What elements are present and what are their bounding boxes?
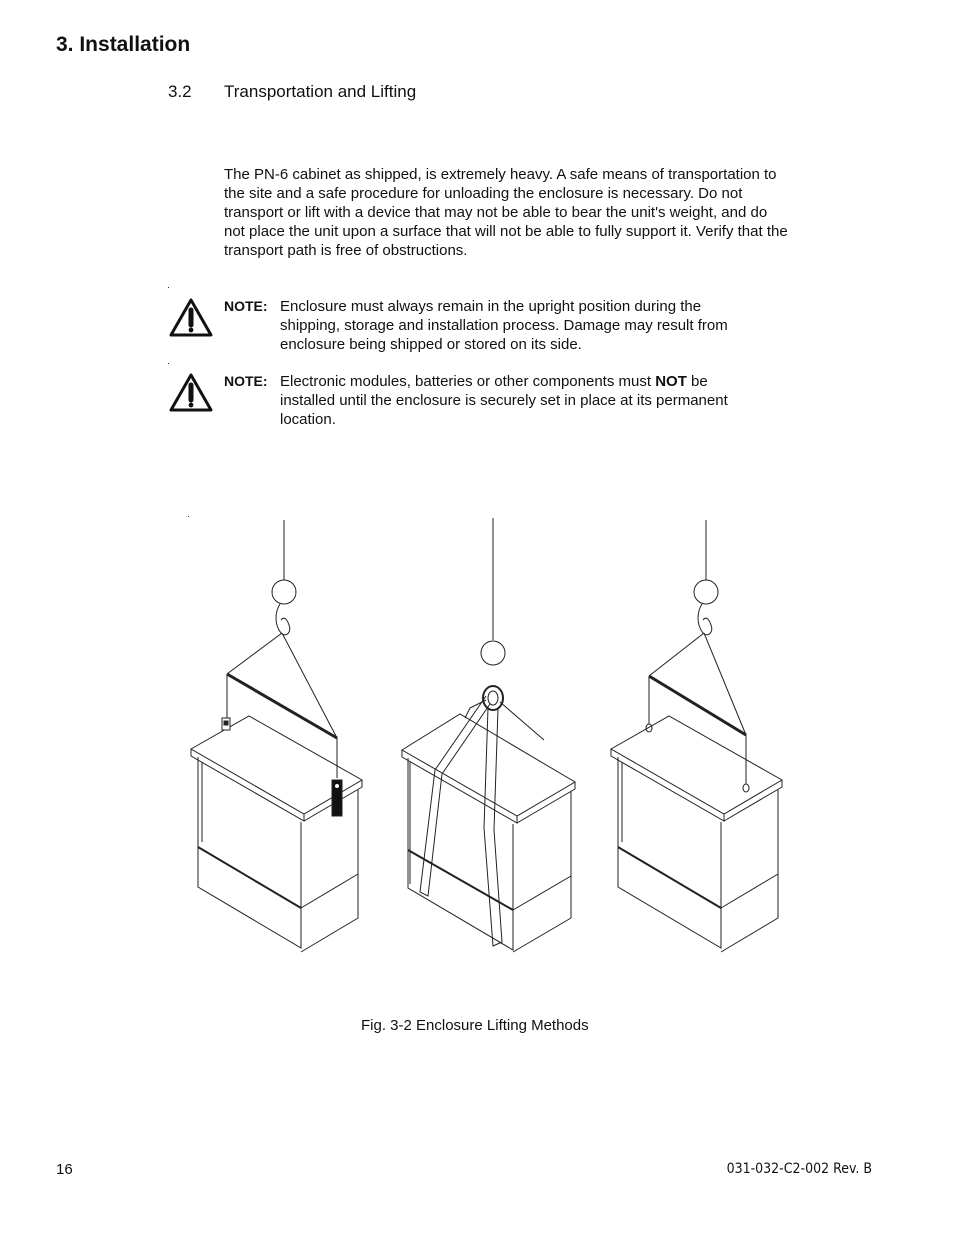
note-upright [168, 297, 768, 367]
warning-icon [168, 297, 214, 339]
section-number: 3.2 [168, 82, 192, 101]
note-text: Enclosure must always remain in the upright position during the shipping, storage and installation process. Damage may result from enclosure being shipped or stored on its side. [280, 298, 728, 353]
note-label: NOTE: [224, 298, 268, 314]
section-heading [168, 82, 416, 102]
note-text [280, 372, 760, 429]
intro-paragraph: The PN-6 cabinet as shipped, is extremely heavy. A safe means of transportation to the site and a safe procedure for unloading the enclosure is necessary. Do not transport or lift with a device that may not be able to bear the unit's weight, and do not place the unit upon a surface that will not be able to fully support it. Verify that the transport path is free of obstructions. [224, 166, 788, 259]
note-emphasis: NOT [655, 373, 687, 390]
note-label: NOTE: [224, 373, 268, 389]
figure-caption: Fig. 3-2 Enclosure Lifting Methods [361, 1017, 589, 1034]
lifting-methods-figure [180, 512, 790, 962]
enclosure-spreader-bar [191, 520, 362, 952]
margin-mark [168, 287, 169, 288]
margin-mark [168, 363, 169, 364]
chapter-title: 3. Installation [56, 33, 191, 56]
warning-icon [168, 372, 214, 414]
section-title: Transportation and Lifting [224, 82, 417, 101]
note-components [168, 372, 768, 442]
document-code: 031-032-C2-002 Rev. B [726, 1161, 872, 1177]
page-number: 16 [56, 1161, 73, 1178]
enclosure-eye-bolts [611, 520, 782, 952]
note-text-after: be installed until the enclosure is securely set in place at its permanent location. [280, 373, 728, 428]
note-text-before: Electronic modules, batteries or other components must [280, 373, 656, 390]
enclosure-slings [402, 518, 575, 952]
